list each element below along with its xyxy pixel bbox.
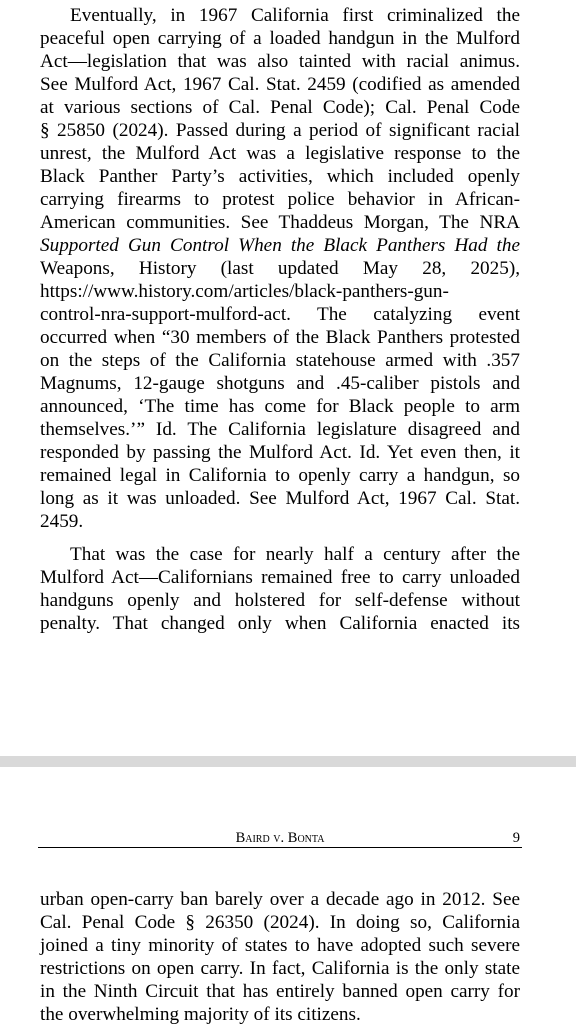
page-number: 9 [512, 830, 520, 846]
text-line: on the steps of the California statehouse armed with .357 [40, 350, 520, 371]
text-line: responded by passing the Mulford Act. Id. Yet even then, it [40, 442, 520, 463]
text-line: 2459. [40, 511, 84, 532]
text-line: long as it was unloaded. See Mulford Act, 1967 Cal. Stat. [40, 488, 520, 509]
text-line: That was the case for nearly half a century after the [70, 544, 520, 565]
text-line: carrying firearms to protest police behavior in African- [40, 189, 520, 210]
page-break-separator [0, 756, 576, 767]
text-line: Eventually, in 1967 California first criminalized the [70, 5, 520, 26]
text-line: urban open-carry ban barely over a decade ago in 2012. See [40, 889, 520, 910]
text-line: peaceful open carrying of a loaded handgun in the Mulford [40, 28, 520, 49]
text-line: occurred when “30 members of the Black Panthers protested [40, 327, 520, 348]
text-line: themselves.’” Id. The California legislature disagreed and [40, 419, 520, 440]
text-line: Act—legislation that was also tainted with racial animus. [40, 51, 520, 72]
running-head-rule [38, 847, 522, 848]
text-line: § 25850 (2024). Passed during a period of significant racial [40, 120, 520, 141]
text-line: Magnums, 12-gauge shotguns and .45-caliber pistols and [40, 373, 520, 394]
text-line: remained legal in California to openly carry a handgun, so [40, 465, 520, 486]
text-line: See Mulford Act, 1967 Cal. Stat. 2459 (codified as amended [40, 74, 520, 95]
text-line: joined a tiny minority of states to have adopted such severe [40, 935, 520, 956]
running-head [0, 828, 576, 848]
text-line: at various sections of Cal. Penal Code); Cal. Penal Code [40, 97, 520, 118]
running-head-title: Baird v. Bonta [235, 830, 325, 846]
text-line: announced, ‘The time has come for Black people to arm [40, 396, 520, 417]
text-line: handguns openly and holstered for self-defense without [40, 590, 520, 611]
text-line: Supported Gun Control When the Black Panthers Had the [40, 235, 520, 256]
text-line: the overwhelming majority of its citizens. [40, 1004, 361, 1025]
text-line: in the Ninth Circuit that has entirely banned open carry for [40, 981, 520, 1002]
text-line: control-nra-support-mulford-act. The catalyzing event [40, 304, 520, 325]
text-line: Black Panther Party’s activities, which included openly [40, 166, 520, 187]
text-line: https://www.history.com/articles/black-panthers-gun- [40, 281, 449, 302]
text-line: unrest, the Mulford Act was a legislative response to the [40, 143, 520, 164]
text-line: American communities. See Thaddeus Morgan, The NRA [40, 212, 520, 233]
text-line: Weapons, History (last updated May 28, 2025), [40, 258, 520, 279]
text-line: restrictions on open carry. In fact, California is the only state [40, 958, 520, 979]
text-line: Cal. Penal Code § 26350 (2024). In doing so, California [40, 912, 520, 933]
text-line: Mulford Act—Californians remained free to carry unloaded [40, 567, 520, 588]
text-line: penalty. That changed only when California enacted its [40, 613, 520, 634]
